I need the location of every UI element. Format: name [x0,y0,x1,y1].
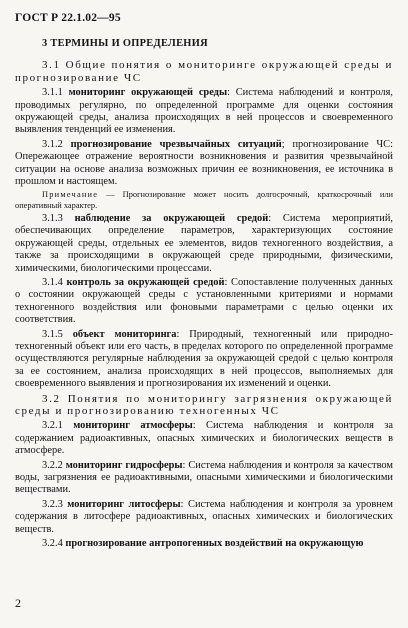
term: мониторинг атмосферы [73,420,193,432]
definition-3-2-3 [15,499,393,536]
clause-number: 3.2.2 [42,459,63,471]
definition-text: : Система наблюдения и контроля за качеством воды, загрязнения ее радиоактивными, опасными химическими и биологическими веществами. [15,459,393,496]
clause-number: 3.2.1 [42,420,63,432]
term: мониторинг литосферы [67,498,181,510]
clause-number: 3.2.4 [42,538,63,550]
clause-number: 3.1.1 [42,87,63,99]
definition-text: : Сопоставление полученных данных о состоянии окружающей среды с установленными критериями и нормами техногенного воздействия или фоновыми параметрами с целью оценки их соответствия. [15,276,393,326]
term: мониторинг гидросферы [65,459,183,471]
note [15,190,393,210]
term: мониторинг окружающей среды [68,87,228,99]
note-text: — Прогнозирование может носить долгосрочный, краткосрочный или оперативный характер. [15,190,393,210]
definition-text: ; прогнозирование ЧС: Опережающее отражение вероятности возникновения и развития чрезвычайной ситуации на основе анализа возможных причин ее возникновения, ее источника в прошлом и настоящем. [15,138,393,188]
standard-header: ГОСТ Р 22.1.02—95 [15,12,121,24]
term: прогнозирование антропогенных воздействий на окружающую [65,538,364,550]
note-label: Примечание [42,190,99,200]
page-body [15,38,393,552]
definition-3-2-1 [15,420,393,457]
definition-text: : Система наблюдения и контроля за уровнем содержания в литосфере радиоактивных, опасных химических и биологических веществ. [15,498,393,535]
clause-number: 3.1.5 [42,328,63,340]
page-number: 2 [15,596,21,610]
definition-3-1-3 [15,213,393,275]
definition-3-1-1 [15,87,393,137]
term: прогнозирование чрезвычайных ситуаций [70,138,282,150]
definition-3-2-4 [15,538,393,550]
definition-text: : Система наблюдения и контроля за содержанием радиоактивных, опасных химических и биологических веществ в атмосфере. [15,420,393,457]
definition-3-1-4 [15,277,393,327]
term: объект мониторинга [72,328,177,340]
term: наблюдение за окружающей средой [74,212,269,224]
definition-3-1-2 [15,139,393,189]
definition-3-1-5 [15,329,393,391]
definition-3-2-2 [15,460,393,497]
definition-text: : Природный, техногенный или природно-техногенный объект или его часть, в пределах которого по определенной программе осуществляются регулярные наблюдения за окружающей средой с целью контроля за ее состоянием, анализа происходящих в ней процессов, выполняемых для своевременного выявления и прогнозирования их изменений и оценки. [15,328,393,390]
clause-number: 3.2.3 [42,498,63,510]
definition-text: : Система мероприятий, обеспечивающих определение параметров, характеризующих состояние окружающей среды, отдельных ее элементов, видов техногенного воздействия, а также за происходящими в окружающей среде природными, физическими, химическими, биологическими процессами. [15,212,393,274]
subsection-title: 3.2 Понятия по мониторингу загрязнения окружающей среды и прогнозированию техногенных ЧС [15,392,393,417]
section-title: 3 ТЕРМИНЫ И ОПРЕДЕЛЕНИЯ [42,38,208,49]
clause-number: 3.1.4 [42,276,63,288]
clause-number: 3.1.3 [42,212,63,224]
clause-number: 3.1.2 [42,138,63,150]
subsection-title: 3.1 Общие понятия о мониторинге окружающей среды и прогнозирование ЧС [15,59,393,84]
term: контроль за окружающей средой [66,276,225,288]
definition-text: : Система наблюдений и контроля, проводимых регулярно, по определенной программе для оценки состояния окружающей среды, анализа происходящих в ней процессов и своевременного выявления тенденций ее изменения. [15,87,393,136]
